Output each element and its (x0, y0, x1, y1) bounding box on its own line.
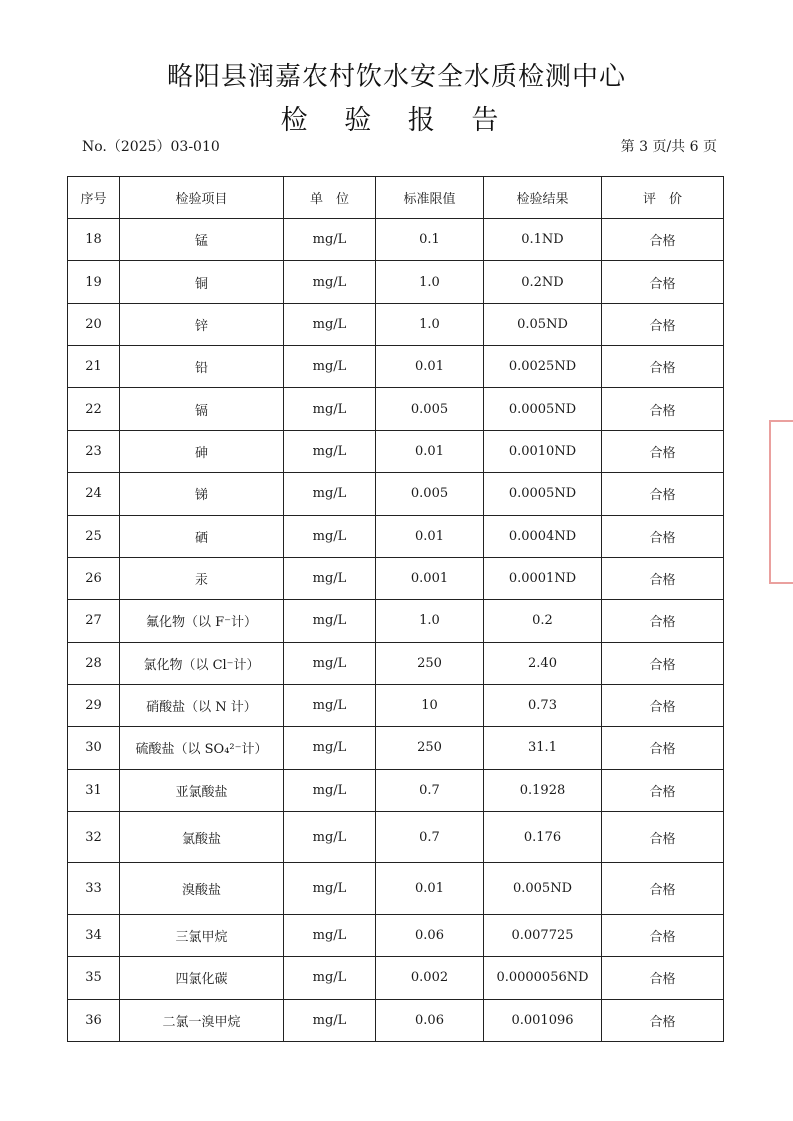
unit-cell: mg/L (284, 957, 376, 999)
row-number-cell: 18 (68, 219, 120, 261)
standard-limit-cell: 250 (376, 642, 484, 684)
table-row (68, 388, 724, 430)
test-result-cell: 0.0010ND (484, 430, 602, 472)
row-number-cell: 35 (68, 957, 120, 999)
test-result-cell: 0.0005ND (484, 388, 602, 430)
test-item-cell: 锑 (120, 473, 284, 515)
table-row (68, 219, 724, 261)
standard-limit-cell: 10 (376, 684, 484, 726)
unit-cell: mg/L (284, 261, 376, 303)
row-number-cell: 21 (68, 346, 120, 388)
row-number-cell: 20 (68, 303, 120, 345)
test-item-cell: 硫酸盐（以 SO₄²⁻计） (120, 727, 284, 769)
test-result-cell: 0.73 (484, 684, 602, 726)
test-item-cell: 溴酸盐 (120, 863, 284, 914)
evaluation-cell: 合格 (602, 999, 724, 1041)
row-number-cell: 22 (68, 388, 120, 430)
org-title: 略阳县润嘉农村饮水安全水质检测中心 (166, 62, 626, 92)
table-row (68, 515, 724, 557)
evaluation-cell: 合格 (602, 642, 724, 684)
evaluation-cell: 合格 (602, 430, 724, 472)
table-row (68, 863, 724, 914)
unit-cell: mg/L (284, 219, 376, 261)
standard-limit-cell: 0.005 (376, 473, 484, 515)
table-row (68, 346, 724, 388)
test-result-cell: 0.1928 (484, 769, 602, 811)
test-result-cell: 0.176 (484, 812, 602, 863)
test-result-cell: 0.007725 (484, 914, 602, 956)
test-result-cell: 0.0005ND (484, 473, 602, 515)
evaluation-cell: 合格 (602, 957, 724, 999)
unit-cell: mg/L (284, 999, 376, 1041)
col-header-no: 序号 (68, 177, 120, 219)
test-result-cell: 0.2 (484, 600, 602, 642)
test-item-cell: 汞 (120, 557, 284, 599)
test-item-cell: 锰 (120, 219, 284, 261)
row-number-cell: 30 (68, 727, 120, 769)
test-result-cell: 0.0025ND (484, 346, 602, 388)
table-row (68, 999, 724, 1041)
evaluation-cell: 合格 (602, 219, 724, 261)
table-row (68, 473, 724, 515)
standard-limit-cell: 0.1 (376, 219, 484, 261)
table-row (68, 600, 724, 642)
table-row (68, 812, 724, 863)
evaluation-cell: 合格 (602, 557, 724, 599)
test-result-cell: 0.2ND (484, 261, 602, 303)
row-number-cell: 28 (68, 642, 120, 684)
standard-limit-cell: 0.001 (376, 557, 484, 599)
row-number-cell: 23 (68, 430, 120, 472)
test-item-cell: 硒 (120, 515, 284, 557)
test-result-cell: 31.1 (484, 727, 602, 769)
table-row (68, 642, 724, 684)
row-number-cell: 25 (68, 515, 120, 557)
unit-cell: mg/L (284, 515, 376, 557)
evaluation-cell: 合格 (602, 303, 724, 345)
test-result-cell: 0.0001ND (484, 557, 602, 599)
page-indicator: 第 3 页/共 6 页 (620, 139, 717, 155)
evaluation-cell: 合格 (602, 600, 724, 642)
table-row (68, 303, 724, 345)
test-item-cell: 氯酸盐 (120, 812, 284, 863)
evaluation-cell: 合格 (602, 261, 724, 303)
col-header-item: 检验项目 (120, 177, 284, 219)
report-title: 检 验 报 告 (280, 105, 513, 136)
test-item-cell: 亚氯酸盐 (120, 769, 284, 811)
evaluation-cell: 合格 (602, 515, 724, 557)
test-item-cell: 氟化物（以 F⁻计） (120, 600, 284, 642)
unit-cell: mg/L (284, 346, 376, 388)
standard-limit-cell: 1.0 (376, 303, 484, 345)
report-number: No.（2025）03-010 (82, 139, 220, 155)
standard-limit-cell: 0.06 (376, 999, 484, 1041)
standard-limit-cell: 0.005 (376, 388, 484, 430)
table-row (68, 557, 724, 599)
row-number-cell: 36 (68, 999, 120, 1041)
table-header-row (68, 177, 724, 219)
results-table (67, 176, 724, 1042)
test-result-cell: 0.1ND (484, 219, 602, 261)
table-row (68, 684, 724, 726)
row-number-cell: 27 (68, 600, 120, 642)
standard-limit-cell: 0.7 (376, 812, 484, 863)
standard-limit-cell: 1.0 (376, 600, 484, 642)
test-result-cell: 0.005ND (484, 863, 602, 914)
test-item-cell: 二氯一溴甲烷 (120, 999, 284, 1041)
table-row (68, 430, 724, 472)
table-row (68, 957, 724, 999)
standard-limit-cell: 0.06 (376, 914, 484, 956)
standard-limit-cell: 1.0 (376, 261, 484, 303)
col-header-result: 检验结果 (484, 177, 602, 219)
col-header-limit: 标准限值 (376, 177, 484, 219)
row-number-cell: 19 (68, 261, 120, 303)
test-item-cell: 锌 (120, 303, 284, 345)
test-item-cell: 镉 (120, 388, 284, 430)
standard-limit-cell: 0.01 (376, 346, 484, 388)
standard-limit-cell: 0.01 (376, 515, 484, 557)
row-number-cell: 31 (68, 769, 120, 811)
test-item-cell: 氯化物（以 Cl⁻计） (120, 642, 284, 684)
evaluation-cell: 合格 (602, 769, 724, 811)
table-row (68, 727, 724, 769)
unit-cell: mg/L (284, 557, 376, 599)
standard-limit-cell: 0.01 (376, 430, 484, 472)
evaluation-cell: 合格 (602, 388, 724, 430)
unit-cell: mg/L (284, 769, 376, 811)
table-row (68, 261, 724, 303)
unit-cell: mg/L (284, 863, 376, 914)
unit-cell: mg/L (284, 303, 376, 345)
table-row (68, 769, 724, 811)
unit-cell: mg/L (284, 388, 376, 430)
unit-cell: mg/L (284, 642, 376, 684)
test-result-cell: 0.0000056ND (484, 957, 602, 999)
evaluation-cell: 合格 (602, 346, 724, 388)
evaluation-cell: 合格 (602, 812, 724, 863)
standard-limit-cell: 0.01 (376, 863, 484, 914)
seal-stamp (769, 420, 793, 584)
row-number-cell: 26 (68, 557, 120, 599)
evaluation-cell: 合格 (602, 914, 724, 956)
evaluation-cell: 合格 (602, 473, 724, 515)
unit-cell: mg/L (284, 914, 376, 956)
table-row (68, 914, 724, 956)
test-item-cell: 四氯化碳 (120, 957, 284, 999)
test-result-cell: 2.40 (484, 642, 602, 684)
unit-cell: mg/L (284, 473, 376, 515)
evaluation-cell: 合格 (602, 863, 724, 914)
unit-cell: mg/L (284, 727, 376, 769)
col-header-eval: 评 价 (602, 177, 724, 219)
evaluation-cell: 合格 (602, 684, 724, 726)
unit-cell: mg/L (284, 684, 376, 726)
standard-limit-cell: 0.7 (376, 769, 484, 811)
row-number-cell: 33 (68, 863, 120, 914)
evaluation-cell: 合格 (602, 727, 724, 769)
unit-cell: mg/L (284, 430, 376, 472)
test-item-cell: 硝酸盐（以 N 计） (120, 684, 284, 726)
standard-limit-cell: 250 (376, 727, 484, 769)
test-result-cell: 0.0004ND (484, 515, 602, 557)
test-item-cell: 三氯甲烷 (120, 914, 284, 956)
row-number-cell: 34 (68, 914, 120, 956)
test-item-cell: 砷 (120, 430, 284, 472)
test-result-cell: 0.05ND (484, 303, 602, 345)
row-number-cell: 32 (68, 812, 120, 863)
unit-cell: mg/L (284, 600, 376, 642)
standard-limit-cell: 0.002 (376, 957, 484, 999)
unit-cell: mg/L (284, 812, 376, 863)
test-item-cell: 铅 (120, 346, 284, 388)
col-header-unit: 单 位 (284, 177, 376, 219)
test-result-cell: 0.001096 (484, 999, 602, 1041)
row-number-cell: 24 (68, 473, 120, 515)
row-number-cell: 29 (68, 684, 120, 726)
test-item-cell: 铜 (120, 261, 284, 303)
table-body (68, 219, 724, 1042)
